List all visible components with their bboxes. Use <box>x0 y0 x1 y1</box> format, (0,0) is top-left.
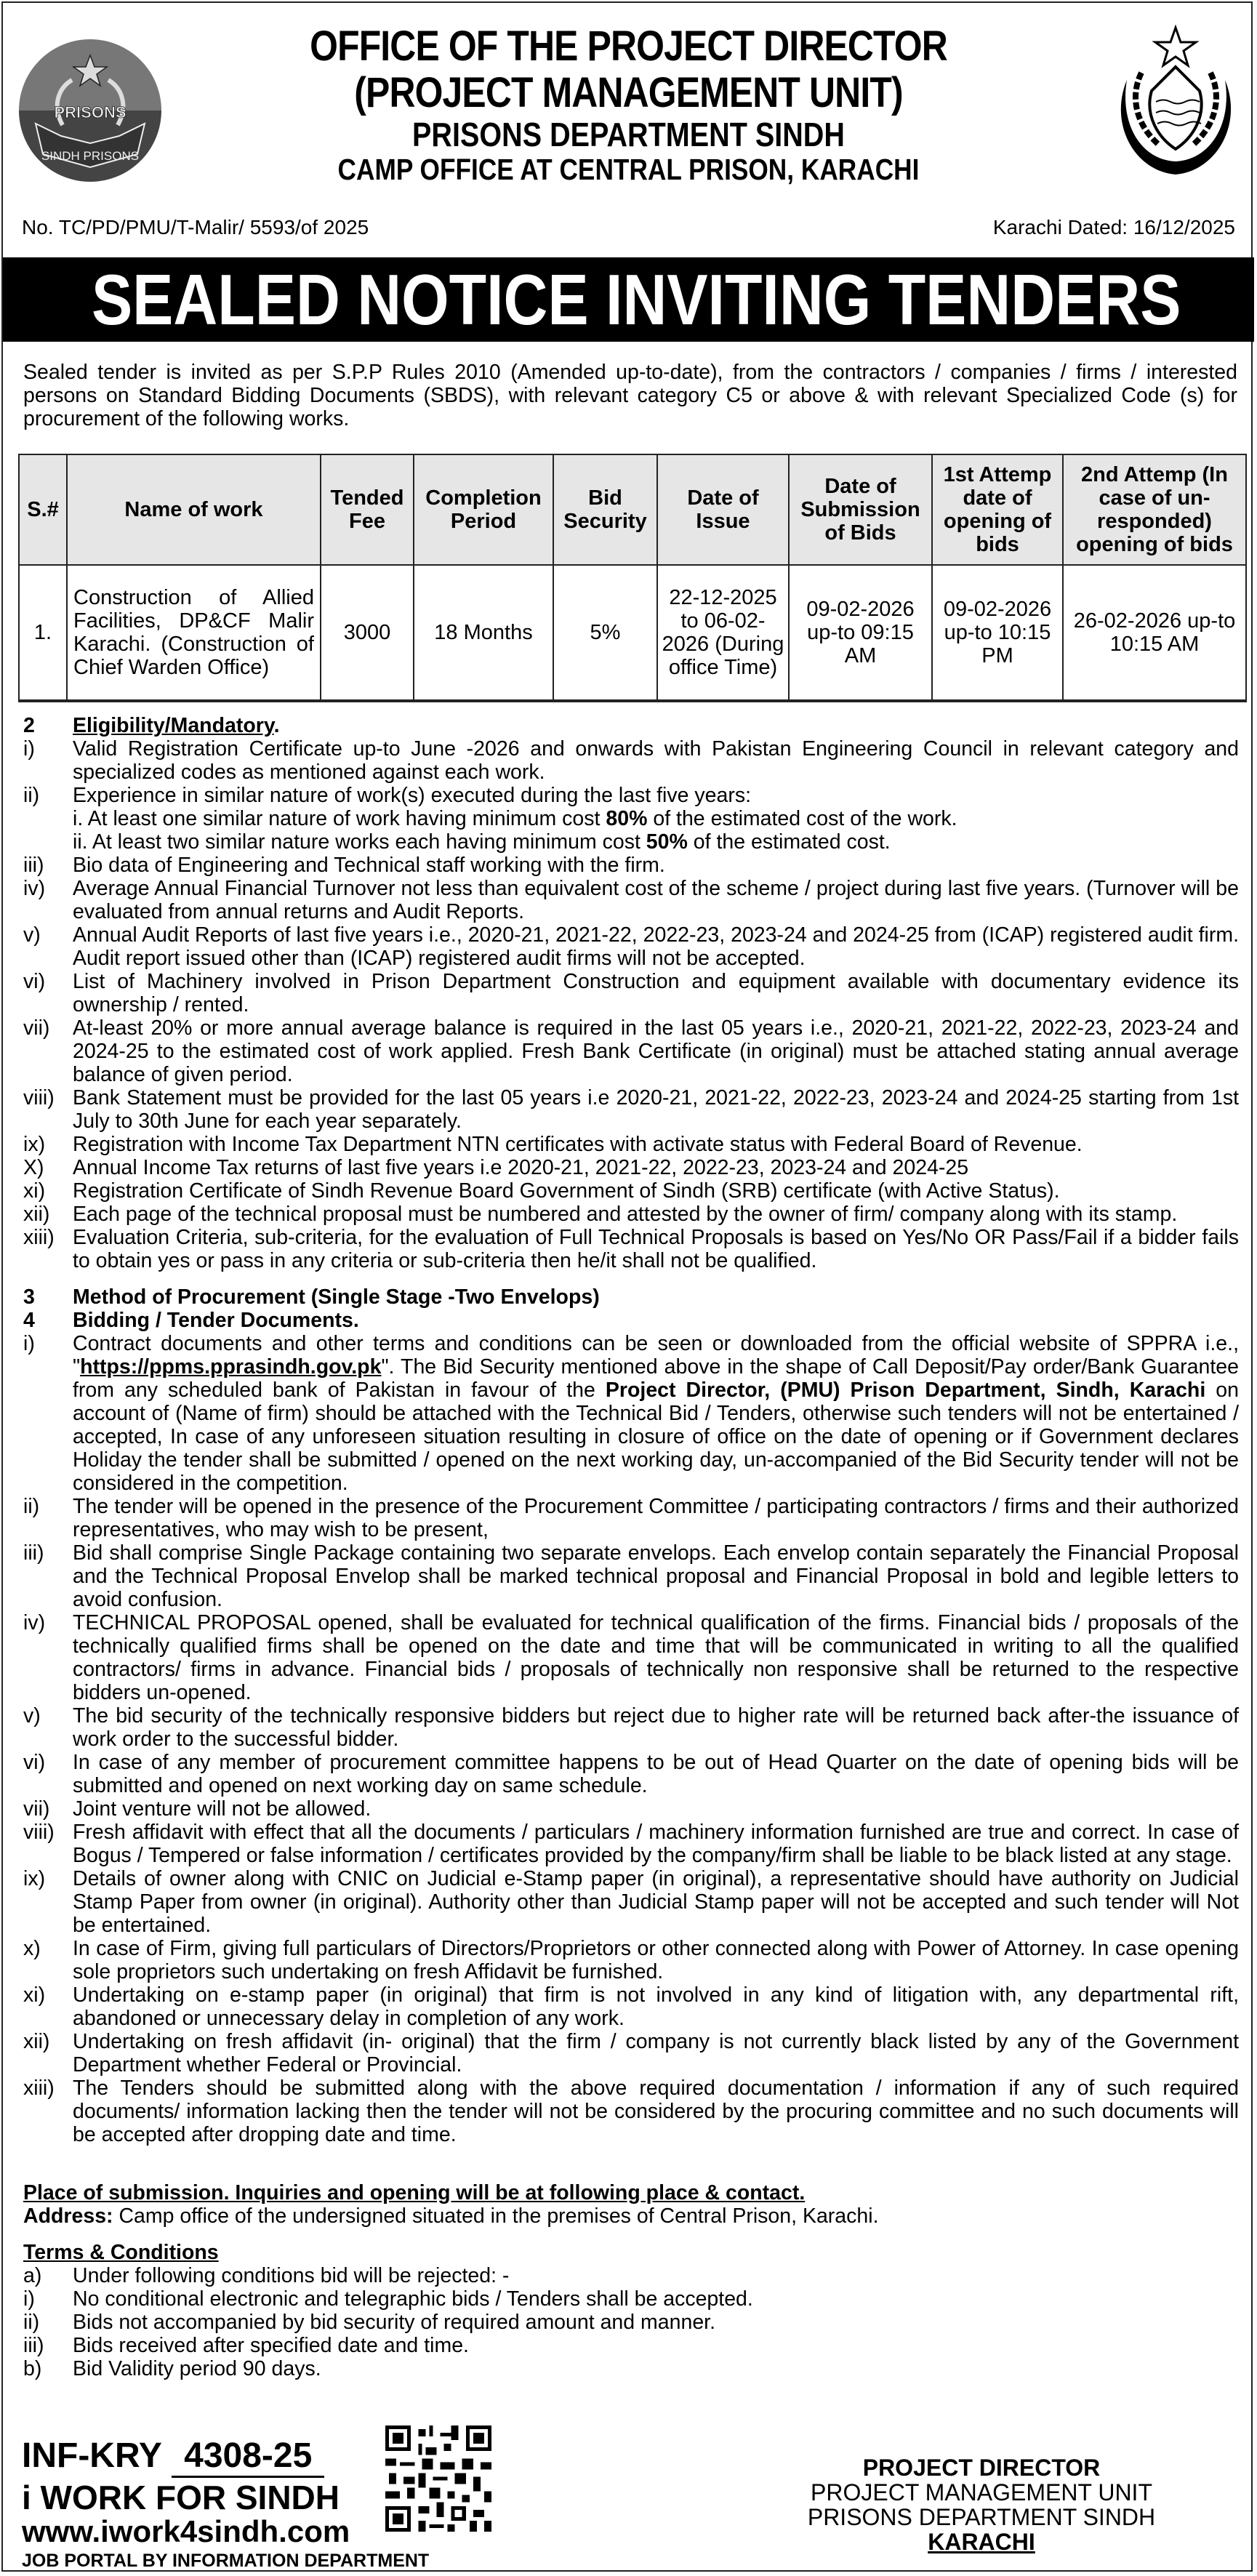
col-header-security: Bid Security <box>553 454 657 565</box>
list-item: i) Valid Registration Certificate up-to June -2026 and onwards with Pakistan Engineering Council in relevant category and specialized codes as mentioned against each work. <box>23 737 1239 784</box>
list-item: viii) Bank Statement must be provided for the last 05 years i.e 2020-21, 2021-22, 2022-23, 2023-24 and 2024-25 starting from 1st July to 30th June for each year separately. <box>23 1086 1239 1133</box>
office-title: OFFICE OF THE PROJECT DIRECTOR <box>310 23 947 70</box>
list-item: xi) Undertaking on e-stamp paper (in original) that firm is not involved in any kind of litigation with, any departmental rift, abandoned or unnecessary delay in completion of any work. <box>23 1983 1239 2030</box>
list-item: xiii) Evaluation Criteria, sub-criteria, for the evaluation of Full Technical Proposals is based on Yes/No OR Pass/Fail if a bidder fails to obtain yes or pass in any criteria or sub-criteria then he/it shall not be qualified. <box>23 1226 1239 1272</box>
bidding-section <box>23 1285 1239 2146</box>
eligibility-heading: 2 Eligibility/Mandatory. <box>23 714 280 737</box>
cell-security: 5% <box>553 565 657 701</box>
list-item: vi) In case of any member of procurement committee happens to be out of Head Quarter on the date of opening bids will be submitted and opened on next working day on same schedule. <box>23 1751 1239 1797</box>
list-item: v) The bid security of the technically responsive bidders but reject due to higher rate will be returned back after-the issuance of work order to the successful bidder. <box>23 1704 1239 1751</box>
method-title: Method of Procurement (Single Stage -Two Envelops) <box>73 1285 600 1309</box>
cell-submission: 09-02-2026 up-to 09:15 AM <box>789 565 932 701</box>
unit-title: (PROJECT MANAGEMENT UNIT) <box>354 69 903 116</box>
svg-text:SINDH PRISONS: SINDH PRISONS <box>41 149 140 163</box>
list-item: xii) Each page of the technical proposal must be numbered and attested by the owner of firm/ company along with its stamp. <box>23 1203 1178 1226</box>
eligibility-title: Eligibility/Mandatory <box>73 714 274 737</box>
list-item: b) Bid Validity period 90 days. <box>23 2357 321 2380</box>
experience-sub-item: i. At least one similar nature of work having minimum cost 80% of the estimated cost of the work. <box>73 807 957 830</box>
inf-number: INF-KRY 4308-25 <box>22 2436 324 2478</box>
cell-issue: 22-12-2025 to 06-02-2026 (During office Time) <box>657 565 789 701</box>
list-item: ii) The tender will be opened in the presence of the Procurement Committee / participating contractors / firms and their authorized representatives, who may wish to be present, <box>23 1495 1239 1541</box>
iwork-logo-icon: i <box>22 2479 31 2516</box>
department-title: PRISONS DEPARTMENT SINDH <box>412 116 845 153</box>
list-item: xi) Registration Certificate of Sindh Revenue Board Government of Sindh (SRB) certificate (with Active Status). <box>23 1179 1060 1203</box>
eligibility-section <box>23 714 1239 1272</box>
cell-period: 18 Months <box>414 565 553 701</box>
cell-sno: 1. <box>19 565 67 701</box>
svg-text:PRISONS: PRISONS <box>54 103 126 121</box>
place-title: Place of submission. Inquiries and opening will be at following place & contact. <box>23 2181 806 2204</box>
address-line: Address: Camp office of the undersigned situated in the premises of Central Prison, Karachi. <box>23 2204 879 2228</box>
list-item: ii) Experience in similar nature of work(s) executed during the last five years: <box>23 784 751 807</box>
sppra-website-link[interactable]: https://ppms.pprasindh.gov.pk <box>80 1355 382 1379</box>
iwork-for-sindh: i WORK FOR SINDH <box>22 2479 340 2516</box>
list-item: a) Under following conditions bid will be rejected: - <box>23 2264 510 2287</box>
notice-banner <box>3 257 1254 342</box>
signature-unit: PROJECT MANAGEMENT UNIT <box>811 2479 1152 2505</box>
list-item: iv) TECHNICAL PROPOSAL opened, shall be evaluated for technical qualification of the firms. Financial bids / proposals of the technically qualified firms shall be opened on the date and time that will be communicated in writing to all the qualified contractors/ firms in advance. Financial bids / proposals of technically non responsive shall be returned to the respective bidders un-opened. <box>23 1611 1239 1704</box>
col-header-second-opening: 2nd Attemp (In case of un-responded) opening of bids <box>1063 454 1246 565</box>
col-header-period: Completion Period <box>414 454 553 565</box>
col-header-fee: Tended Fee <box>321 454 414 565</box>
col-header-name: Name of work <box>67 454 321 565</box>
list-item: ix) Registration with Income Tax Department NTN certificates with activate status with Federal Board of Revenue. <box>23 1133 1083 1156</box>
qr-code-icon <box>385 2425 491 2532</box>
signature-department: PRISONS DEPARTMENT SINDH <box>807 2504 1156 2530</box>
tender-table <box>18 454 1247 702</box>
list-item: i) No conditional electronic and telegraphic bids / Tenders shall be accepted. <box>23 2287 753 2311</box>
terms-section <box>23 2241 1239 2380</box>
table-header-row <box>19 454 1246 565</box>
method-heading: 3 Method of Procurement (Single Stage -Two Envelops) <box>23 1285 1239 1309</box>
list-item: X) Annual Income Tax returns of last five years i.e 2020-21, 2021-22, 2022-23, 2023-24 and 2024-25 <box>23 1156 969 1179</box>
cell-name: Construction of Allied Facilities, DP&CF Malir Karachi. (Construction of Chief Warden Office) <box>67 565 321 701</box>
list-item: i) Contract documents and other terms and conditions can be seen or downloaded from the official website of SPPRA i.e., "https://ppms.pprasindh.gov.pk". The Bid Security mentioned above in the shape of Call Deposit/Pay order/Bank Guarantee from any scheduled bank of Pakistan in favour of the Project Director, (PMU) Prison Department, Sindh, Karachi on account of (Name of firm) should be attached with the Technical Bid / Tenders, otherwise such tenders will not be entertained / accepted, In case of any unforeseen situation resulting in closure of office on the date of opening or if Government declares Holiday the tender shall be submitted / opened on the next working day, un-accompanied of the Bid Security tender will not be considered in the competition. <box>23 1332 1239 1495</box>
camp-office-title: CAMP OFFICE AT CENTRAL PRISON, KARACHI <box>337 153 920 186</box>
issue-date: Karachi Dated: 16/12/2025 <box>992 216 1235 238</box>
bidding-title: Bidding / Tender Documents. <box>73 1309 359 1332</box>
list-item: xiii) The Tenders should be submitted along with the above required documentation / information if any of such required documents/ information lacking then the tender will not be considered by the procuring committee and no such documents will be accepted after dropping date and time. <box>23 2077 1239 2146</box>
table-row <box>19 565 1246 701</box>
bidding-heading: 4 Bidding / Tender Documents. <box>23 1309 1239 1332</box>
terms-title: Terms & Conditions <box>23 2241 219 2264</box>
col-header-submission: Date of Submission of Bids <box>789 454 932 565</box>
intro-paragraph: Sealed tender is invited as per S.P.P Rules 2010 (Amended up-to-date), from the contractors / companies / firms / interested persons on Standard Bidding Documents (SBDS), with relevant category C5 or above & with relevant Specialized Code (s) for procurement of the following works. <box>23 361 1237 430</box>
list-item: viii) Fresh affidavit with effect that all the documents / particulars / machinery information furnished are true and correct. In case of Bogus / Tempered or false information / certificates provided by the company/firm shall be liable to be black listed at any stage. <box>23 1821 1239 1867</box>
list-item: vi) List of Machinery involved in Prison Department Construction and equipment available with documentary evidence its ownership / rented. <box>23 970 1239 1016</box>
iwork-website: www.iwork4sindh.com <box>22 2514 350 2548</box>
reference-number: No. TC/PD/PMU/T-Malir/ 5593/of 2025 <box>22 216 369 238</box>
job-portal-caption: JOB PORTAL BY INFORMATION DEPARTMENT <box>22 2551 430 2571</box>
cell-second-opening: 26-02-2026 up-to 10:15 AM <box>1063 565 1246 701</box>
banner-title: SEALED NOTICE INVITING TENDERS <box>91 260 1181 340</box>
col-header-sno: S.# <box>19 454 67 565</box>
cell-fee: 3000 <box>321 565 414 701</box>
list-item: iii) Bids received after specified date and time. <box>23 2334 469 2357</box>
list-item: v) Annual Audit Reports of last five years i.e., 2020-21, 2021-22, 2022-23, 2023-24 and 2024-25 from (ICAP) registered audit firm. Audit report issued other than (ICAP) registered audit firms will not be accepted. <box>23 923 1239 970</box>
list-item: iii) Bid shall comprise Single Package containing two separate envelops. Each envelop contain separately the Financial Proposal and the Technical Proposal Envelop shall be marked technical proposal and Financial Proposal in bold and legible letters to avoid confusion. <box>23 1541 1239 1611</box>
signature-city: KARACHI <box>928 2529 1035 2555</box>
list-item: vii) At-least 20% or more annual average balance is required in the last 05 years i.e., 2020-21, 2021-22, 2022-23, 2023-24 and 2024-25 to the estimated cost of work applied. Fresh Bank Certificate (in original) must be attached stating annual average balance of given period. <box>23 1016 1239 1086</box>
experience-sub-item: ii. At least two similar nature works each having minimum cost 50% of the estimated cost. <box>73 830 891 854</box>
list-item: x) In case of Firm, giving full particulars of Directors/Proprietors or other connected along with Power of Attorney. In case opening sole proprietors such undertaking on fresh Affidavit be furnished. <box>23 1937 1239 1983</box>
list-item: vii) Joint venture will not be allowed. <box>23 1797 372 1821</box>
cell-first-opening: 09-02-2026 up-to 10:15 PM <box>932 565 1063 701</box>
list-item: ix) Details of owner along with CNIC on Judicial e-Stamp paper (in original), a representative should have authority on Judicial Stamp Paper from owner (in original). Authority other than Judicial Stamp paper will not be accepted and such tender will Not be entertained. <box>23 1867 1239 1937</box>
list-item: ii) Bids not accompanied by bid security of required amount and manner. <box>23 2311 716 2334</box>
col-header-issue: Date of Issue <box>657 454 789 565</box>
place-of-submission <box>23 2181 1239 2228</box>
signature-title: PROJECT DIRECTOR <box>862 2455 1101 2481</box>
list-item: xii) Undertaking on fresh affidavit (in- original) that the firm / company is not currently black listed by any of the Government Department whether Federal or Provincial. <box>23 2030 1239 2077</box>
list-item: iv) Average Annual Financial Turnover not less than equivalent cost of the scheme / project during last five years. (Turnover will be evaluated from annual returns and Audit Reports. <box>23 877 1239 923</box>
col-header-first-opening: 1st Attemp date of opening of bids <box>932 454 1063 565</box>
list-item: iii) Bio data of Engineering and Technical staff working with the firm. <box>23 854 665 877</box>
